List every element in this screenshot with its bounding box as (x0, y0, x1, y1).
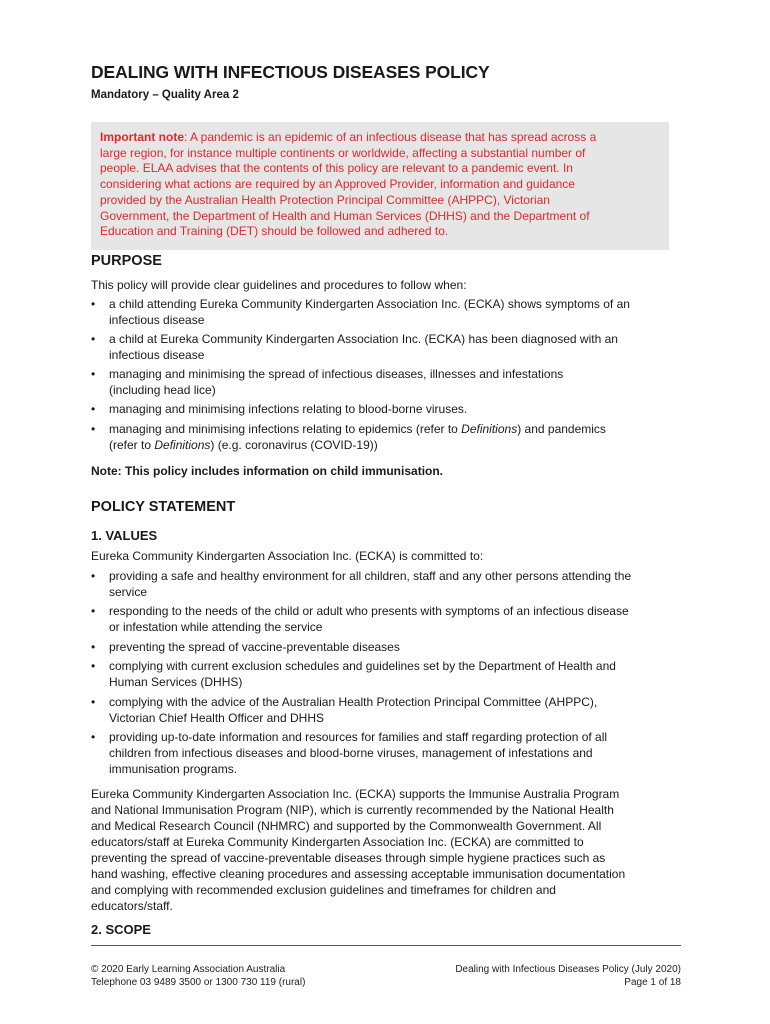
bullet-icon: • (91, 332, 96, 346)
note-line: Government, the Department of Health and Human Services (DHHS) and the Department of (100, 208, 590, 223)
bullet-icon: • (91, 695, 96, 709)
footer-left: © 2020 Early Learning Association Australia Telephone 03 9489 3500 or 1300 730 119 (rural) (91, 964, 306, 988)
list-item: • complying with the advice of the Australian Health Protection Principal Committee (AHPPC), Victorian Chief Health Officer and DHHS (91, 695, 598, 725)
values-intro: Eureka Community Kindergarten Association Inc. (ECKA) is committed to: (91, 549, 484, 563)
note-line: provided by the Australian Health Protection Principal Committee (AHPPC), Victorian (100, 192, 550, 207)
list-item: • managing and minimising the spread of infectious diseases, illnesses and infestations (including head lice) (91, 367, 564, 397)
bullet-icon: • (91, 730, 96, 744)
note-line: large region, for instance multiple continents or worldwide, affecting a substantial number of (100, 145, 586, 160)
values-heading: 1. VALUES (91, 528, 158, 543)
page-title: DEALING WITH INFECTIOUS DISEASES POLICY (91, 62, 490, 82)
list-item: • preventing the spread of vaccine-preventable diseases (91, 640, 400, 654)
list-item: • complying with current exclusion schedules and guidelines set by the Department of Health and Human Services (DHHS) (91, 659, 616, 689)
note-line: Important note: A pandemic is an epidemic of an infectious disease that has spread across a (100, 130, 597, 144)
page-subtitle: Mandatory – Quality Area 2 (91, 89, 239, 101)
bullet-icon: • (91, 367, 96, 381)
note-line: Education and Training (DET) should be followed and adhered to. (100, 224, 449, 239)
note-label: Important note (100, 130, 184, 144)
purpose-heading: PURPOSE (91, 253, 162, 269)
list-item: • a child attending Eureka Community Kindergarten Association Inc. (ECKA) shows symptoms of an infectious disease (91, 297, 630, 327)
list-item: • responding to the needs of the child or adult who presents with symptoms of an infectious disease or infestation while attending the service (91, 604, 629, 634)
purpose-intro: This policy will provide clear guidelines and procedures to follow when: (91, 278, 467, 292)
bullet-icon: • (91, 640, 96, 654)
definitions-reference: Definitions (461, 422, 518, 436)
list-item: • managing and minimising infections relating to epidemics (refer to Definitions) and pandemics (refer to Definitions) (e.g. coronavirus (COVID-19)) (91, 422, 606, 452)
bullet-icon: • (91, 402, 96, 416)
definitions-reference: Definitions (154, 438, 211, 452)
page-number: Page 1 of 18 (624, 976, 681, 988)
immunisation-note: Note: This policy includes information on child immunisation. (91, 464, 444, 478)
list-item: • managing and minimising infections relating to blood-borne viruses. (91, 402, 468, 416)
footer-divider (91, 945, 681, 946)
support-paragraph: Eureka Community Kindergarten Association Inc. (ECKA) supports the Immunise Australia Program and National Immunisation Program (NIP), which is currently recommended by the National Health and Medical Research Council (NHMRC) and supported by the Commonwealth Government. All educators/staff at Eureka Community Kindergarten Association Inc. (ECKA) are committed to preventing the spread of vaccine-preventable diseases through simple hygiene practices such as hand washing, effective cleaning procedures and assessing acceptable immunisation documentation and complying with recommended exclusion guidelines and timeframes for children and educators/staff. (91, 787, 626, 913)
bullet-icon: • (91, 659, 96, 673)
policy-statement-heading: POLICY STATEMENT (91, 499, 236, 515)
list-item: • providing up-to-date information and resources for families and staff regarding protection of all children from infectious diseases and blood-borne viruses, management of infestations and immunisation programs. (91, 730, 608, 776)
note-line: considering what actions are required by an Approved Provider, information and guidance (100, 177, 575, 192)
bullet-icon: • (91, 422, 96, 436)
bullet-icon: • (91, 604, 96, 618)
footer-right (455, 964, 681, 989)
list-item: • providing a safe and healthy environment for all children, staff and any other persons attending the service (91, 569, 632, 599)
bullet-icon: • (91, 297, 96, 311)
document-version: Dealing with Infectious Diseases Policy (July 2020) (455, 964, 681, 975)
list-item: • a child at Eureka Community Kindergarten Association Inc. (ECKA) has been diagnosed with an infectious disease (91, 332, 618, 362)
scope-heading: 2. SCOPE (91, 922, 151, 937)
bullet-icon: • (91, 569, 96, 583)
important-note-box (91, 122, 669, 250)
note-line: people. ELAA advises that the contents of this policy are relevant to a pandemic event. In (100, 161, 573, 176)
